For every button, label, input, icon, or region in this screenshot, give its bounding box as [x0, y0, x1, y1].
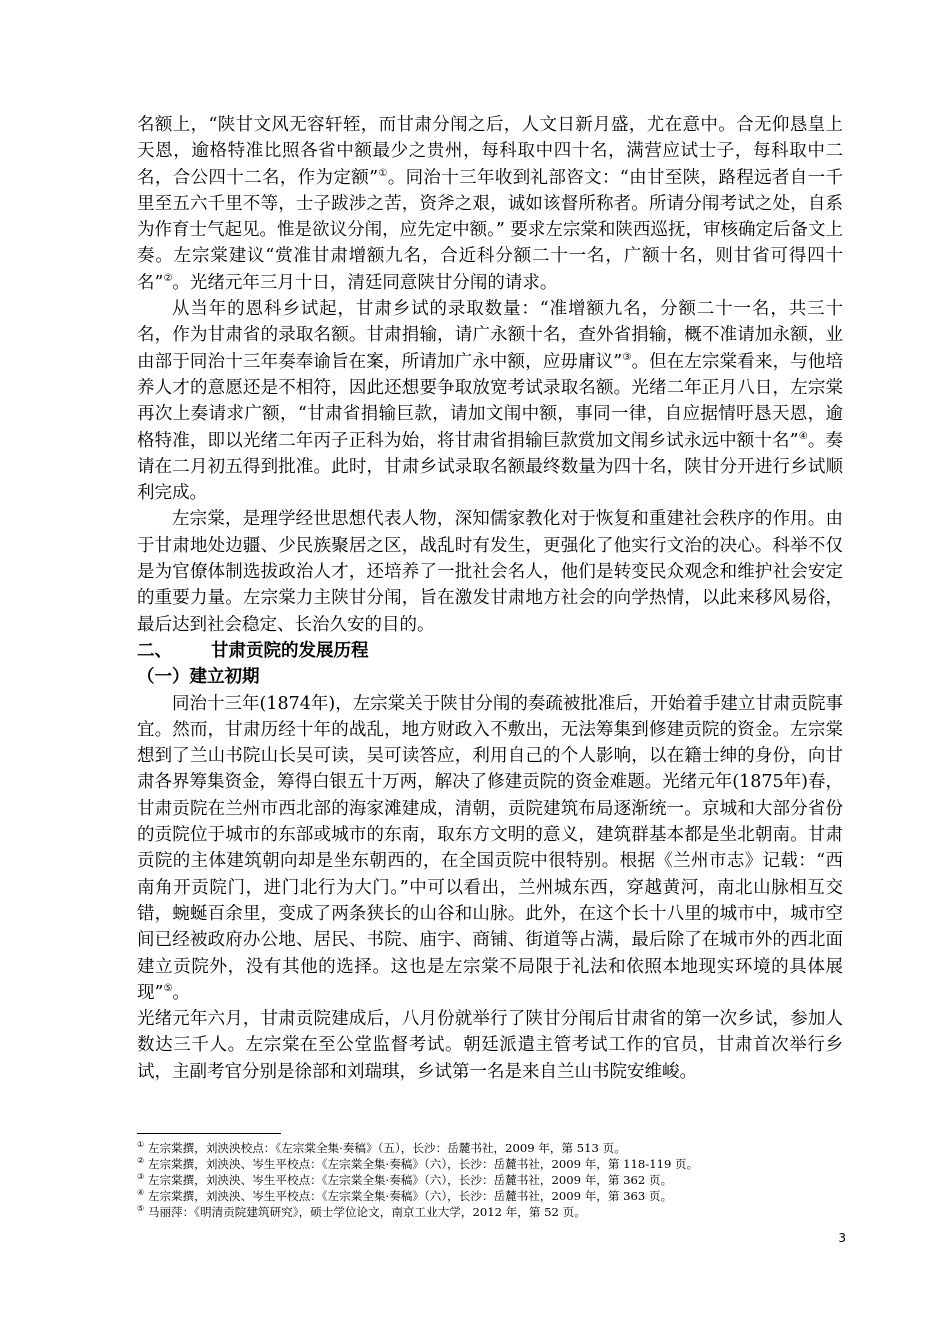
- paragraph-4: 同治十三年(1874年)，左宗棠关于陕甘分闱的奏疏被批准后，开始着手建立甘肃贡院事宜。然而，甘肃历经十年的战乱，地方财政入不敷出，无法筹集到修建贡院的资金。左宗棠想到了兰山书院山长吴可读，吴可读答应，利用自己的个人影响，以在籍士绅的身份，向甘肃各界筹集资金，筹得白银五十万两，解决了修建贡院的资金难题。光绪元年(1875年)春，甘肃贡院在兰州市西北部的海家滩建成，清朝，贡院建筑布局逐渐统一。京城和大部分省份的贡院位于城市的东部或城市的东南，取东方文明的意义，建筑群基本都是坐北朝南。甘肃贡院的主体建筑朝向却是坐东朝西的，在全国贡院中很特别。根据《兰州市志》记载：“西南角开贡院门，进门北行为大门。”中可以看出，兰州城东西，穿越黄河，南北山脉相互交错，蜿蜒百余里，变成了两条狭长的山谷和山脉。此外，在这个长十八里的城市中，城市空间已经被政府办公地、居民、书院、庙宇、商铺、街道等占满，最后除了在城市外的西北面建立贡院外，没有其他的选择。这也是左宗棠不局限于礼法和依照本地现实环境的具体展现”⑤。: [137, 693, 843, 1003]
- section-title: 甘肃贡院的发展历程: [211, 640, 369, 661]
- subsection-heading: （一）建立初期: [137, 667, 260, 688]
- section-heading: [137, 638, 843, 664]
- paragraph-1: 名额上，“陕甘文风无容轩轾，而甘肃分闱之后，人文日新月盛，尤在意中。合无仰恳皇上天恩，逾格特准比照各省中额最少之贵州，每科取中四十名，满营应试士子，每科取中二名，合公四十二名，作为定额”①。同治十三年收到礼部咨文：“由甘至陕，路程远者自一千里至五六千里不等，士子跋涉之苦，资斧之艰，诚如该督所称者。所请分闱考试之处，自系为作育士气起见。惟是欲议分闱，应先定中额。” 要求左宗棠和陕西巡抚，审核确定后备文上奏。左宗棠建议“赏准甘肃增额九名，合近科分额二十一名，广额十名，则甘省可得四十名”②。光绪元年三月十日，清廷同意陕甘分闱的请求。: [137, 115, 843, 293]
- page-number: 3: [838, 1231, 846, 1245]
- footnote-separator: [137, 1133, 281, 1134]
- section-number: 二、: [137, 640, 172, 661]
- paragraph-2: 从当年的恩科乡试起，甘肃乡试的录取数量：“准增额九名，分额二十一名，共三十名，作为甘肃省的录取名额。甘肃捐输，请广永额十名，查外省捐输，概不准请加永额，业由部于同治十三年奏奉谕旨在案，所请加广永中额，应毋庸议”③。但在左宗棠看来，与他培养人才的意愿还是不相符，因此还想要争取放宽考试录取名额。光绪二年正月八日，左宗棠再次上奏请求广额，“甘肃省捐输巨款，请加文闱中额，事同一律，自应据情吁恳天恩，逾格特准，即以光绪二年丙子正科为始，将甘肃省捐输巨款赏加文闱乡试永远中额十名”④。奏请在二月初五得到批准。此时，甘肃乡试录取名额最终数量为四十名，陕甘分开进行乡试顺利完成。: [137, 299, 844, 504]
- footnote-4: ④ 左宗棠撰，刘泱泱、岑生平校点：《左宗棠全集·奏稿》（六），长沙：岳麓书社，2009 年，第 363 页。: [137, 1188, 673, 1203]
- paragraph-3: 左宗棠，是理学经世思想代表人物，深知儒家教化对于恢复和重建社会秩序的作用。由于甘肃地处边疆、少民族聚居之区，战乱时有发生，更强化了他实行文治的决心。科举不仅是为官僚体制选拔政治人才，还培养了一批社会名人，他们是转变民众观念和维护社会安定的重要力量。左宗棠力主陕甘分闱，旨在激发甘肃地方社会的向学热情，以此来移风易俗，最后达到社会稳定、长治久安的目的。: [137, 509, 843, 635]
- footnote-ref-3[interactable]: ③: [622, 351, 632, 363]
- footnote-ref-1[interactable]: ①: [378, 167, 388, 179]
- footnote-2: ② 左宗棠撰，刘泱泱、岑生平校点：《左宗棠全集·奏稿》（六），长沙：岳麓书社，2009 年，第 118-119 页。: [137, 1156, 699, 1171]
- body-text: [137, 112, 843, 1085]
- paragraph-5: 光绪元年六月，甘肃贡院建成后，八月份就举行了陕甘分闱后甘肃省的第一次乡试，参加人数达三千人。左宗棠在至公堂监督考试。朝廷派遣主管考试工作的官员，甘肃首次举行乡试，主副考官分别是徐部和刘瑞琪，乡试第一名是来自兰山书院安维峻。: [137, 1009, 843, 1082]
- footnotes: [137, 1140, 843, 1220]
- footnote-ref-5[interactable]: ⑤: [163, 982, 173, 994]
- footnote-3: ③ 左宗棠撰，刘泱泱、岑生平校点：《左宗棠全集·奏稿》（六），长沙：岳麓书社，2009 年，第 362 页。: [137, 1172, 673, 1187]
- footnote-5: ⑤ 马丽萍：《明清贡院建筑研究》，硕士学位论文，南京工业大学，2012 年，第 52 页。: [137, 1204, 586, 1219]
- footnote-ref-4[interactable]: ④: [798, 430, 808, 442]
- footnote-1: ① 左宗棠撰，刘泱泱校点：《左宗棠全集·奏稿》（五），长沙：岳麓书社，2009 年，第 513 页。: [137, 1140, 626, 1155]
- footnote-ref-2[interactable]: ②: [163, 272, 173, 284]
